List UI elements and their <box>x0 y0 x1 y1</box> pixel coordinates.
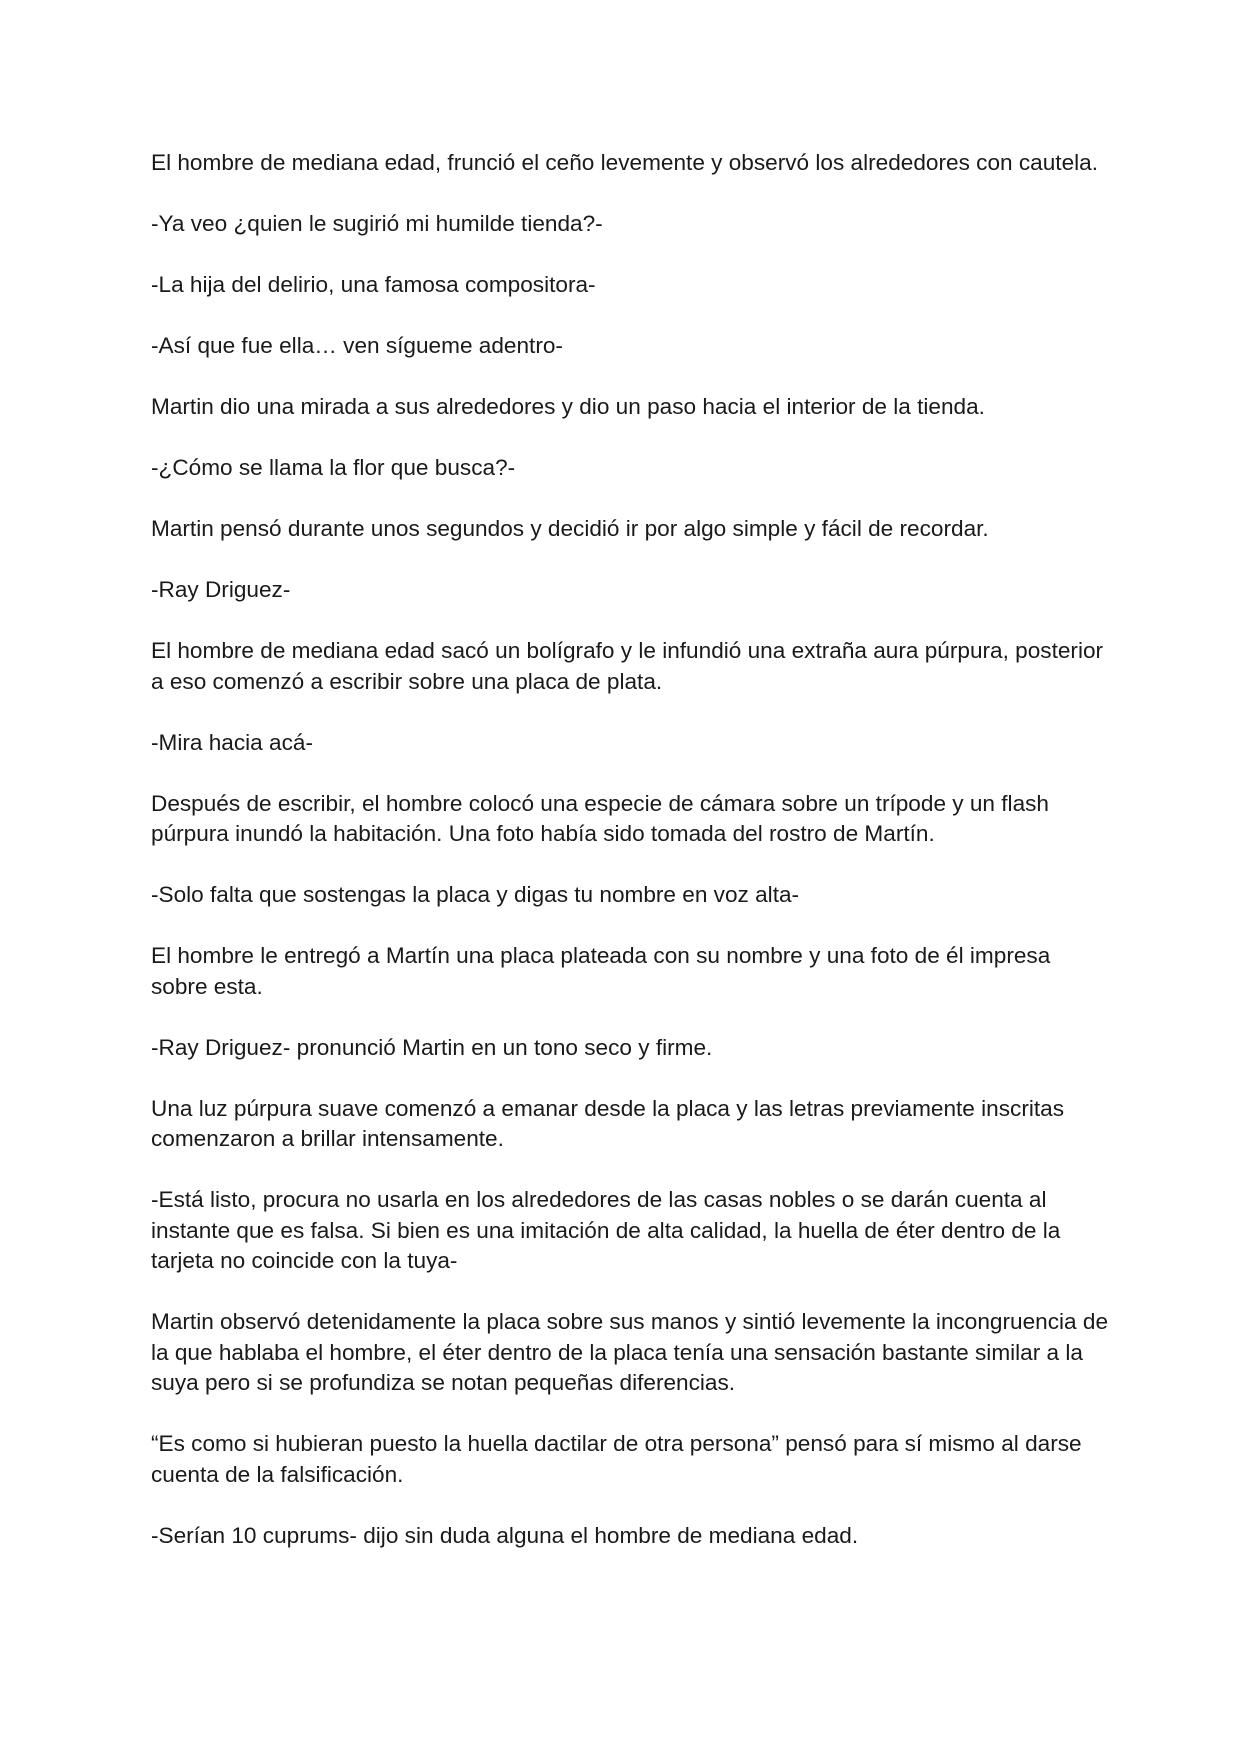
paragraph-10: -Mira hacia acá- <box>151 729 313 755</box>
paragraph-8: -Ray Driguez- <box>151 577 291 602</box>
paragraph-7: Martin pensó durante unos segundos y decidió ir por algo simple y fácil de recordar. <box>151 516 989 541</box>
paragraph-6: -¿Cómo se llama la flor que busca?- <box>151 455 516 480</box>
paragraph-11: Después de escribir, el hombre colocó una especie de cámara sobre un trípode y un flash púrpura inundó la habitación. Una foto había sido tomada del rostro de Martín. <box>151 790 1049 846</box>
paragraph-15: Una luz púrpura suave comenzó a emanar desde la placa y las letras previamente inscritas comenzaron a brillar intensamente. <box>151 1095 1065 1151</box>
paragraph-16: -Está listo, procura no usarla en los alrededores de las casas nobles o se darán cuenta al instante que es falsa. Si bien es una imitación de alta calidad, la huella de éter dentro de la tarjeta no coincide con la tuya- <box>151 1187 1061 1273</box>
paragraph-3: -La hija del delirio, una famosa compositora- <box>151 272 596 297</box>
paragraph-12: -Solo falta que sostengas la placa y digas tu nombre en voz alta- <box>151 882 800 907</box>
paragraph-13: El hombre le entregó a Martín una placa plateada con su nombre y una foto de él impresa sobre esta. <box>151 943 1051 999</box>
paragraph-1: El hombre de mediana edad, frunció el ceño levemente y observó los alrededores con cautela. <box>151 150 1098 175</box>
paragraph-5: Martin dio una mirada a sus alrededores y dio un paso hacia el interior de la tienda. <box>151 394 985 419</box>
document-body <box>151 148 1111 1582</box>
paragraph-14: -Ray Driguez- pronunció Martin en un tono seco y firme. <box>151 1034 713 1060</box>
paragraph-9: El hombre de mediana edad sacó un bolígrafo y le infundió una extraña aura púrpura, posterior a eso comenzó a escribir sobre una placa de plata. <box>151 638 1104 694</box>
paragraph-19: -Serían 10 cuprums- dijo sin duda alguna el hombre de mediana edad. <box>151 1522 859 1548</box>
paragraph-18: “Es como si hubieran puesto la huella dactilar de otra persona” pensó para sí mismo al darse cuenta de la falsificación. <box>151 1431 1082 1487</box>
paragraph-2: -Ya veo ¿quien le sugirió mi humilde tienda?- <box>151 211 603 236</box>
paragraph-4: -Así que fue ella… ven sígueme adentro- <box>151 333 563 358</box>
paragraph-17: Martin observó detenidamente la placa sobre sus manos y sintió levemente la incongruencia de la que hablaba el hombre, el éter dentro de la placa tenía una sensación bastante similar a la suya pero si se profundiza se notan pequeñas diferencias. <box>151 1309 1109 1395</box>
